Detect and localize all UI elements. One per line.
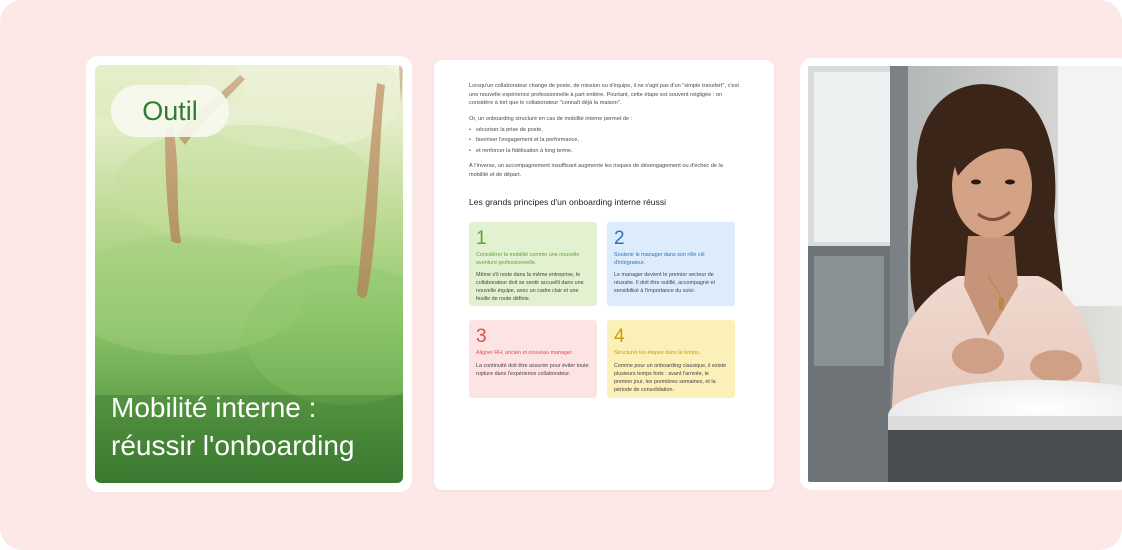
principle-title: Aligner RH, ancien et nouveau manager. [476,350,574,356]
principle-number: 2 [614,228,625,249]
principle-body: La continuité doit être assurée pour éviter toute rupture dans l'expérience collaborateur. [476,362,589,377]
principle-title: Structurer les étapes dans le temps. [614,350,701,356]
conclusion-paragraph: À l'inverse, un accompagnement insuffisant augmente les risques de désengagement ou d'échec de la mobilité et de départ. [469,163,723,178]
principle-card-2 [607,222,735,306]
principle-body: Le manager devient le premier vecteur de réussite. Il doit être outillé, accompagné et sensibilisé à l'importance du suivi. [614,272,715,295]
principle-number: 1 [476,228,487,249]
principle-title: Soutenir le manager dans son rôle clé d'intégrateur. [614,252,705,266]
cover-tag: Outil [111,85,229,137]
principle-card-4 [607,320,735,398]
principle-card-1 [469,222,597,306]
list-item: • sécuriser la prise de poste, [469,126,741,135]
principle-title: Considérer la mobilité comme une nouvelle aventure professionnelle. [476,252,580,266]
intro-paragraph: Lorsqu'un collaborateur change de poste, de mission ou d'équipe, il ne s'agit pas d'un "simple transfert", c'est une nouvelle expérience professionnelle à part entière. Pourtant, cette étape est souvent négligée : on considère à tort que le collaborateur "connaît déjà la maison". [469,83,739,107]
cover-title: Mobilité interne : réussir l'onboarding [111,392,355,461]
cover-illustration [95,65,403,483]
woman-photo [808,66,1122,482]
cover-card[interactable] [86,56,412,492]
benefits-list [469,126,741,155]
list-item: • favoriser l'engagement et la performance, [469,136,741,145]
section-heading: Les grands principes d'un onboarding interne réussi [469,197,667,207]
principle-body: Même s'il reste dans la même entreprise, le collaborateur doit se sentir accueilli dans une nouvelle équipe, avec un cadre clair et une feuille de route définie. [476,272,584,303]
photo-card[interactable] [800,58,1122,490]
document-body [469,82,741,186]
principle-card-3 [469,320,597,398]
principle-number: 3 [476,326,487,347]
woman-at-table-illustration [808,66,1122,482]
list-intro: Or, un onboarding structuré en cas de mobilité interne permet de : [469,115,633,122]
list-item: • et renforcer la fidélisation à long terme. [469,147,741,156]
principle-number: 4 [614,326,625,347]
document-preview[interactable] [434,60,774,490]
principle-body: Comme pour un onboarding classique, il existe plusieurs temps forts : avant l'arrivée, le premier jour, les premières semaines, et la période de consolidation. [614,362,727,393]
